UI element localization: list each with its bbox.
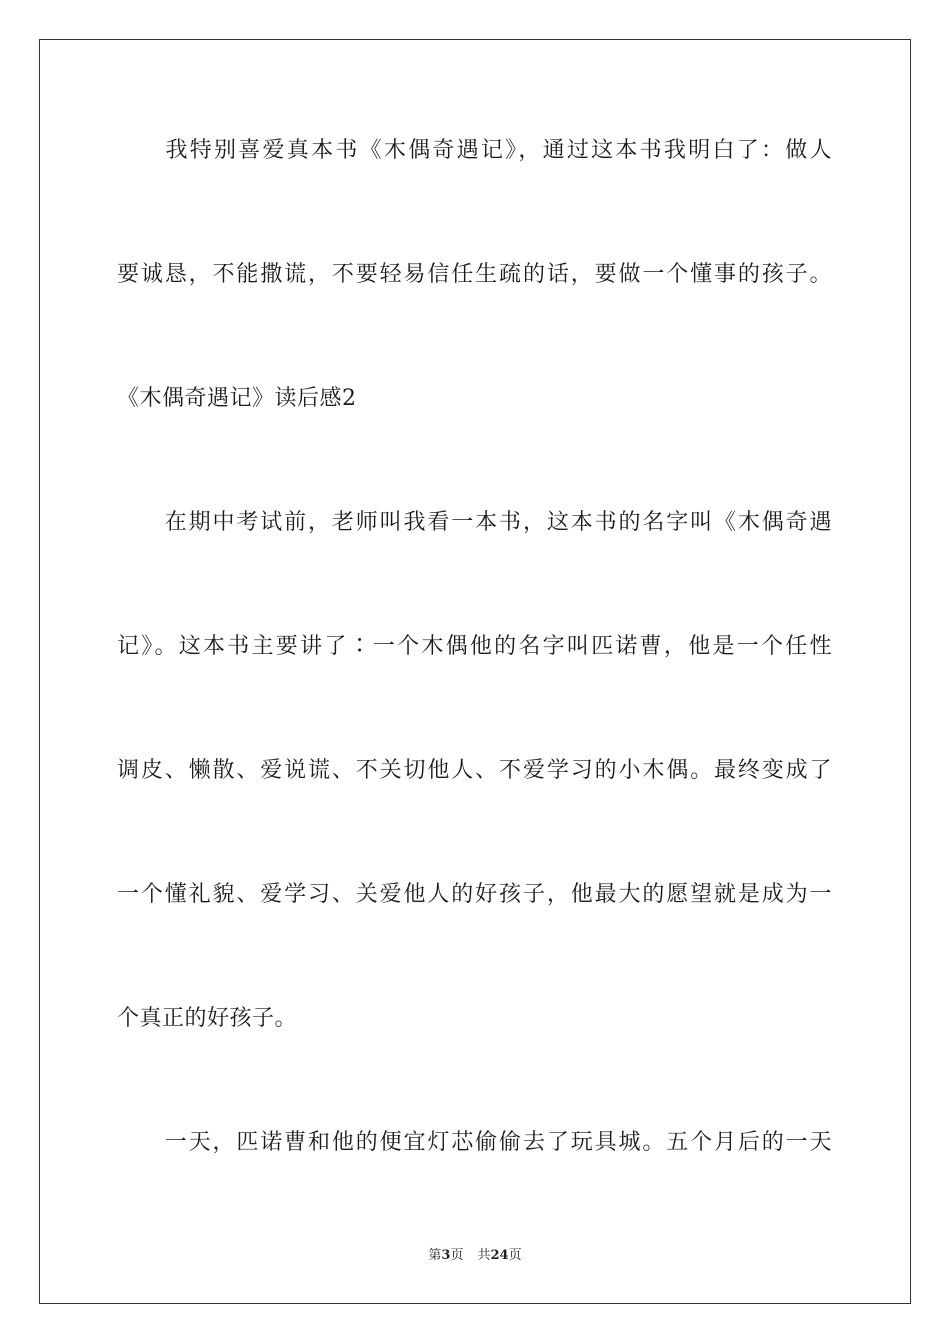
body-line-6: 一个懂礼貌、爱学习、关爱他人的好孩子，他最大的愿望就是成为一 xyxy=(117,882,832,907)
footer-total-suffix: 页 xyxy=(508,1248,522,1263)
body-line-1: 我特别喜爱真本书《木偶奇遇记》，通过这本书我明白了：做人 xyxy=(117,138,832,163)
body-line-7: 个真正的好孩子。 xyxy=(117,1006,298,1031)
body-line-4: 记》。这本书主要讲了∶一个木偶他的名字叫匹诺曹，他是一个任性 xyxy=(117,634,832,659)
body-line-5: 调皮、懒散、爱说谎、不关切他人、不爱学习的小木偶。最终变成了 xyxy=(117,758,832,783)
footer-page-prefix: 第 xyxy=(428,1248,442,1263)
body-line-3: 在期中考试前，老师叫我看一本书，这本书的名字叫《木偶奇遇 xyxy=(117,510,832,535)
page-footer xyxy=(0,1246,950,1266)
footer-page-suffix: 页 xyxy=(450,1248,464,1263)
body-line-8: 一天，匹诺曹和他的便宜灯芯偷偷去了玩具城。五个月后的一天 xyxy=(117,1130,832,1155)
footer-total-prefix: 共 xyxy=(477,1248,491,1263)
body-line-2: 要诚恳，不能撒谎，不要轻易信任生疏的话，要做一个懂事的孩子。 xyxy=(117,262,832,287)
footer-total-pages: 24 xyxy=(490,1248,509,1263)
page-border xyxy=(39,39,911,1304)
footer-page-number: 3 xyxy=(441,1248,451,1263)
section-heading: 《木偶奇遇记》读后感2 xyxy=(117,386,357,411)
